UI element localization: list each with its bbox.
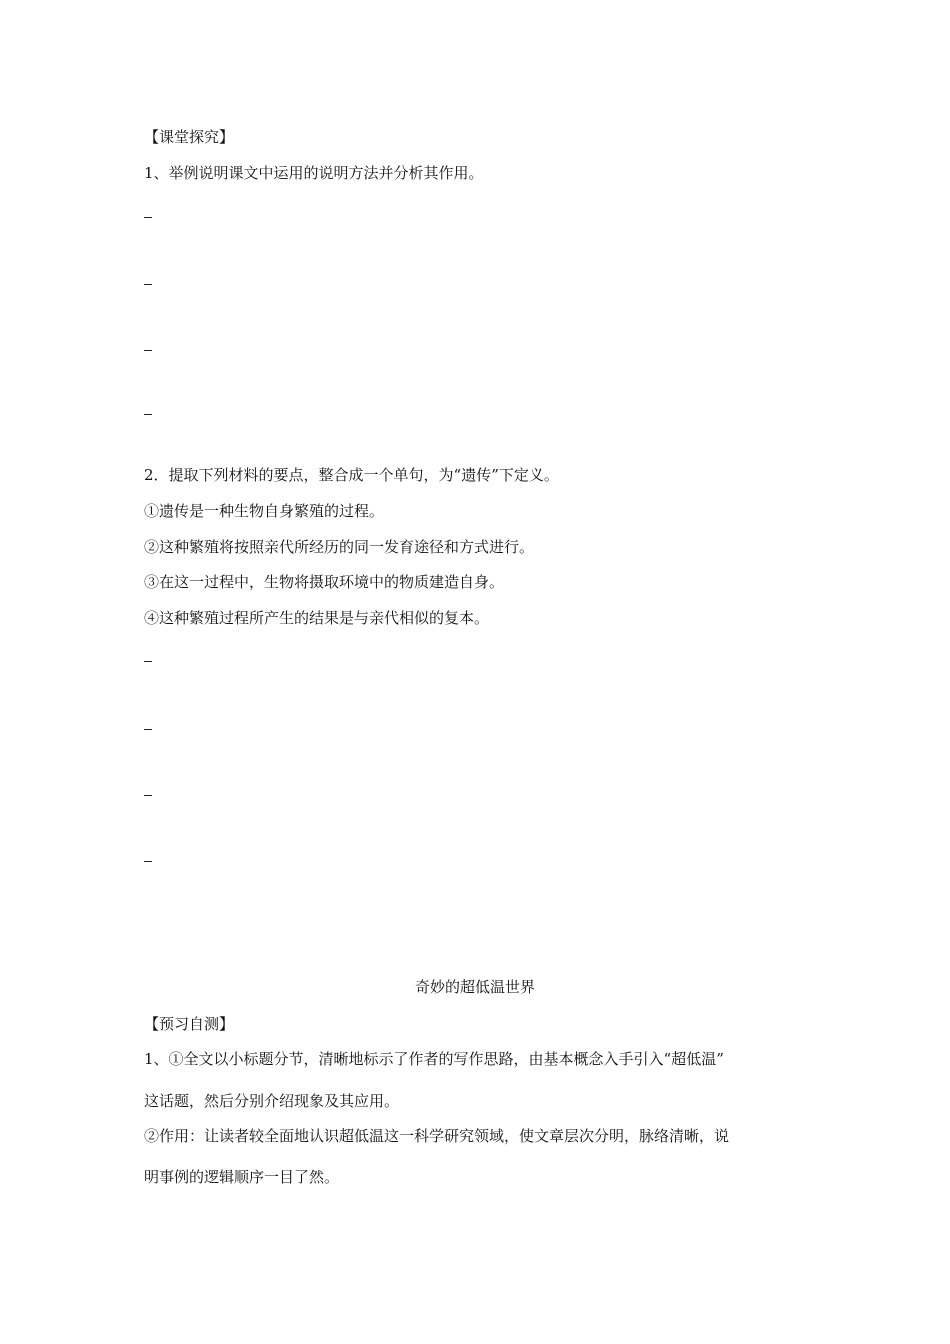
answer-blank-line (144, 217, 152, 218)
section-heading: 【课堂探究】 (144, 128, 235, 146)
answer-blank-line (144, 350, 152, 351)
answer-blank-line (144, 414, 152, 415)
answer-blank-line (144, 284, 152, 285)
question-1: 1、举例说明课文中运用的说明方法并分析其作用。 (144, 164, 484, 182)
answer-blank-line (144, 661, 152, 662)
material-item: ③在这一过程中，生物将摄取环境中的物质建造自身。 (144, 573, 505, 591)
answer-blank-line (144, 729, 152, 730)
answer-blank-line (144, 795, 152, 796)
material-item: ②这种繁殖将按照亲代所经历的同一发育途径和方式进行。 (144, 538, 535, 556)
answer-text-line: ②作用：让读者较全面地认识超低温这一科学研究领域，使文章层次分明，脉络清晰，说 (144, 1127, 730, 1145)
answer-text-line: 1、①全文以小标题分节，清晰地标示了作者的写作思路，由基本概念入手引入“超低温” (144, 1050, 724, 1068)
answer-blank-line (144, 861, 152, 862)
answer-text-line: 明事例的逻辑顺序一目了然。 (144, 1168, 340, 1186)
answer-text-line: 这话题，然后分别介绍现象及其应用。 (144, 1092, 400, 1110)
section-heading: 【预习自测】 (144, 1015, 235, 1033)
question-2: 2．提取下列材料的要点，整合成一个单句，为“遗传”下定义。 (144, 466, 559, 484)
material-item: ④这种繁殖过程所产生的结果是与亲代相似的复本。 (144, 609, 490, 627)
material-item: ①遗传是一种生物自身繁殖的过程。 (144, 502, 385, 520)
lesson-title: 奇妙的超低温世界 (414, 978, 535, 996)
